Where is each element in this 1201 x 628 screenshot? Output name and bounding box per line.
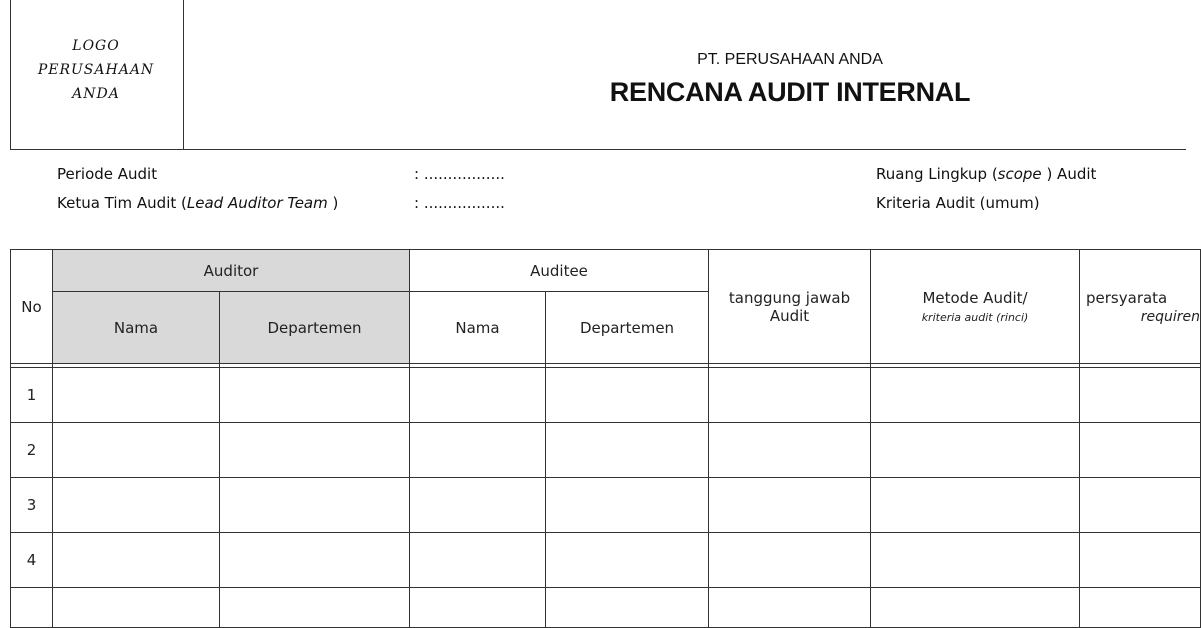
header-divider — [10, 149, 1186, 150]
table-cell[interactable] — [1080, 423, 1201, 478]
header-auditee: Auditee — [410, 250, 709, 292]
logo-line-3: ANDA — [72, 86, 120, 102]
row-number: 2 — [11, 423, 53, 478]
header-metode-audit — [871, 250, 1080, 364]
table-cell[interactable] — [1080, 588, 1201, 628]
ruang-prefix: Ruang Lingkup ( — [876, 165, 998, 183]
periode-value[interactable]: : ................. — [414, 165, 505, 183]
header-tanggung-jawab — [709, 250, 871, 364]
table-cell[interactable] — [709, 588, 871, 628]
ruang-suffix: ) Audit — [1041, 165, 1097, 183]
ketua-label-prefix: Ketua Tim Audit ( — [57, 194, 187, 212]
table-cell[interactable] — [410, 423, 546, 478]
ketua-label — [57, 194, 338, 212]
persyaratan-sub-label: requiren — [1140, 308, 1201, 325]
header-auditor-nama: Nama — [53, 292, 220, 364]
table-cell[interactable] — [410, 478, 546, 533]
table-cell[interactable] — [53, 368, 220, 423]
kriteria-label: Kriteria Audit (umum) — [876, 194, 1040, 212]
table-cell[interactable] — [1080, 478, 1201, 533]
tanggung-line-1: tanggung jawab — [728, 288, 851, 307]
metode-label: Metode Audit/ — [922, 289, 1028, 307]
table-cell[interactable] — [709, 533, 871, 588]
periode-label: Periode Audit — [57, 165, 158, 183]
audit-plan-table — [10, 249, 1201, 628]
table-cell[interactable] — [871, 478, 1080, 533]
table-cell[interactable] — [410, 368, 546, 423]
ketua-label-suffix: ) — [327, 194, 339, 212]
header-no: No — [11, 250, 53, 364]
header-auditee-nama: Nama — [410, 292, 546, 364]
ketua-label-italic: Lead Auditor Team — [186, 194, 328, 212]
table-cell[interactable] — [709, 478, 871, 533]
table-cell[interactable] — [1080, 368, 1201, 423]
row-number — [11, 588, 53, 628]
table-cell[interactable] — [220, 588, 410, 628]
table-cell[interactable] — [53, 588, 220, 628]
table-row — [11, 368, 1201, 423]
table-row — [11, 478, 1201, 533]
header-auditor: Auditor — [53, 250, 410, 292]
ketua-value[interactable]: : ................. — [414, 194, 505, 212]
table-cell[interactable] — [709, 423, 871, 478]
header-auditor-departemen: Departemen — [220, 292, 410, 364]
tanggung-line-2: Audit — [769, 306, 810, 325]
table-row — [11, 533, 1201, 588]
table-cell[interactable] — [546, 368, 709, 423]
table-row — [11, 423, 1201, 478]
company-name: PT. PERUSAHAAN ANDA — [697, 51, 883, 68]
table-cell[interactable] — [53, 533, 220, 588]
table-cell[interactable] — [410, 588, 546, 628]
table-cell[interactable] — [546, 588, 709, 628]
document-title: RENCANA AUDIT INTERNAL — [609, 77, 971, 107]
table-cell[interactable] — [220, 533, 410, 588]
table-cell[interactable] — [871, 423, 1080, 478]
header-persyaratan — [1080, 250, 1201, 364]
table-cell[interactable] — [871, 588, 1080, 628]
ruang-italic: scope — [997, 165, 1042, 183]
table-row-partial — [11, 588, 1201, 628]
table-cell[interactable] — [546, 533, 709, 588]
persyaratan-label: persyarata — [1086, 288, 1168, 307]
table-cell[interactable] — [53, 478, 220, 533]
table-cell[interactable] — [53, 423, 220, 478]
table-cell[interactable] — [220, 368, 410, 423]
row-number: 4 — [11, 533, 53, 588]
table-cell[interactable] — [220, 478, 410, 533]
table-cell[interactable] — [709, 368, 871, 423]
logo-line-2: PERUSAHAAN — [37, 62, 155, 78]
table-cell[interactable] — [220, 423, 410, 478]
table-cell[interactable] — [871, 368, 1080, 423]
ruang-lingkup-label — [876, 165, 1096, 183]
logo-line-1: LOGO — [72, 38, 120, 54]
row-number: 3 — [11, 478, 53, 533]
table-cell[interactable] — [1080, 533, 1201, 588]
company-logo — [10, 34, 182, 106]
table-cell[interactable] — [546, 423, 709, 478]
metode-sub-label: kriteria audit (rinci) — [921, 311, 1029, 324]
header-auditee-departemen: Departemen — [546, 292, 709, 364]
table-cell[interactable] — [546, 478, 709, 533]
table-cell[interactable] — [871, 533, 1080, 588]
row-number: 1 — [11, 368, 53, 423]
table-cell[interactable] — [410, 533, 546, 588]
